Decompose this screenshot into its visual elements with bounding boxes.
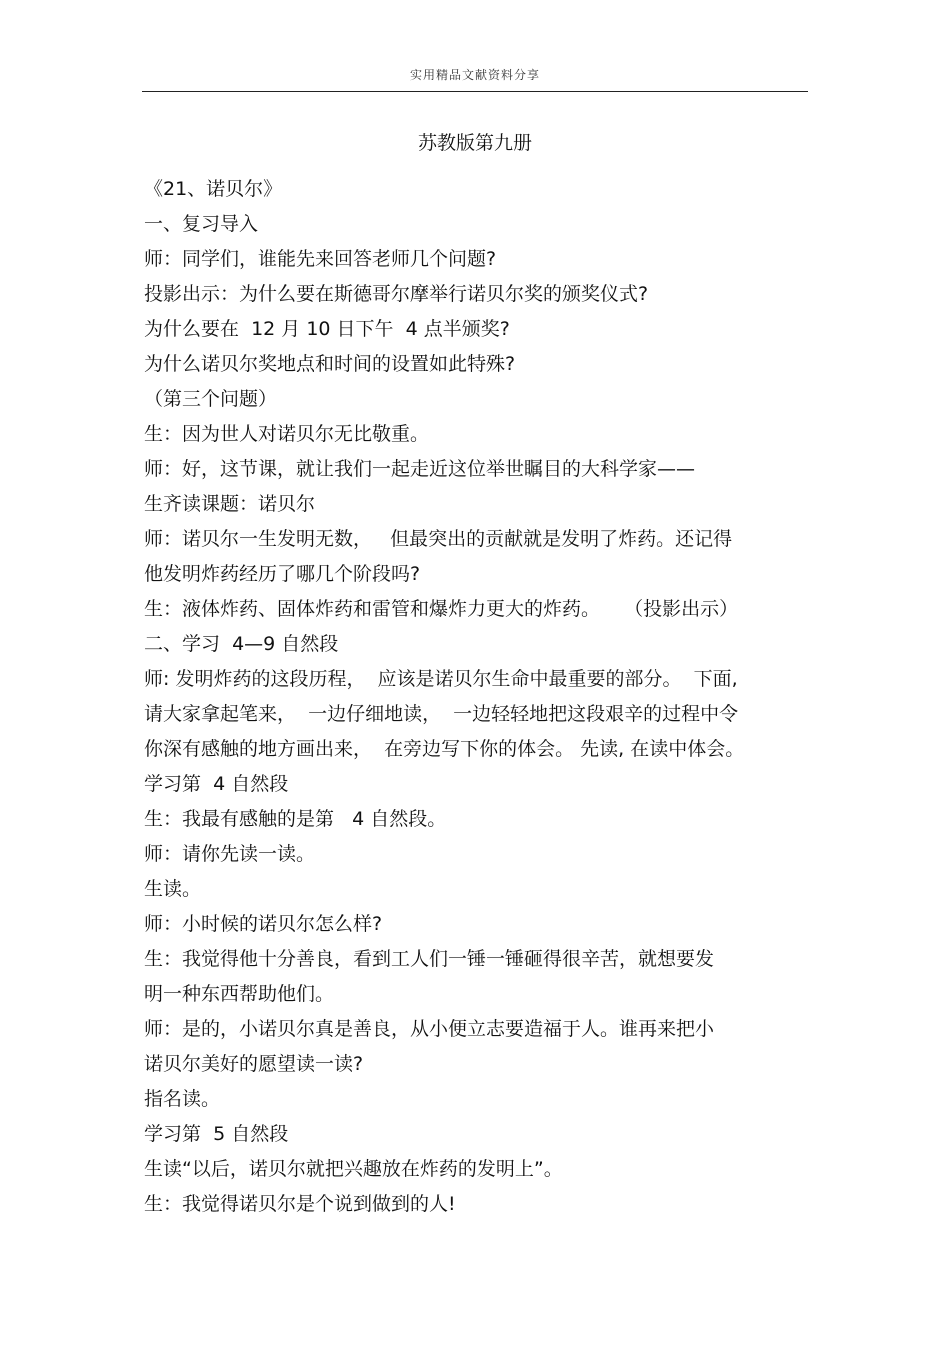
page-header: 实用精品文献资料分享 (409, 68, 540, 82)
text-line-12: 他发明炸药经历了哪几个阶段吗? (144, 563, 421, 585)
text-line-9: 师：好，这节课，就让我们一起走近这位举世瞩目的大科学家—— (144, 458, 696, 480)
text-line-3: 师：同学们，谁能先来回答老师几个问题? (144, 248, 497, 270)
text-line-22: 师：小时候的诺贝尔怎么样? (144, 913, 383, 935)
text-line-15: 师: 发明炸药的这段历程， 应该是诺贝尔生命中最重要的部分。 下面, (144, 668, 738, 690)
header-rule (142, 91, 808, 92)
text-line-23: 生：我觉得他十分善良，看到工人们一锤一锤砸得很辛苦，就想要发 (144, 948, 715, 970)
text-line-11: 师：诺贝尔一生发明无数， 但最突出的贡献就是发明了炸药。还记得 (144, 528, 733, 550)
text-line-25: 师：是的，小诺贝尔真是善良，从小便立志要造福于人。谁再来把小 (144, 1018, 715, 1040)
text-line-30: 生：我觉得诺贝尔是个说到做到的人! (144, 1193, 456, 1215)
document-title: 苏教版第九册 (417, 132, 532, 154)
text-line-28: 学习第 5 自然段 (144, 1123, 289, 1145)
text-line-20: 师：请你先读一读。 (144, 843, 316, 865)
text-line-26: 诺贝尔美好的愿望读一读? (144, 1053, 364, 1075)
text-line-29: 生读“以后，诺贝尔就把兴趣放在炸药的发明上”。 (144, 1158, 563, 1180)
text-line-27: 指名读。 (144, 1088, 221, 1110)
text-line-21: 生读。 (144, 878, 202, 900)
text-line-13: 生：液体炸药、固体炸药和雷管和爆炸力更大的炸药。 （投影出示） (144, 598, 739, 620)
text-line-10: 生齐读课题：诺贝尔 (144, 493, 316, 515)
text-line-4: 投影出示：为什么要在斯德哥尔摩举行诺贝尔奖的颁奖仪式? (144, 283, 649, 305)
text-line-19: 生：我最有感触的是第 4 自然段。 (144, 808, 447, 830)
text-line-6: 为什么诺贝尔奖地点和时间的设置如此特殊? (144, 353, 516, 375)
text-line-1: 《21、诺贝尔》 (144, 178, 283, 200)
text-line-7: （第三个问题） (144, 388, 278, 410)
text-line-5: 为什么要在 12 月 10 日下午 4 点半颁奖? (144, 318, 510, 340)
text-line-8: 生：因为世人对诺贝尔无比敬重。 (144, 423, 430, 445)
document-body (144, 172, 804, 1222)
text-line-17: 你深有感触的地方画出来， 在旁边写下你的体会。 先读, 在读中体会。 (144, 738, 745, 760)
text-line-2: 一、复习导入 (144, 213, 259, 235)
text-line-14: 二、学习 4—9 自然段 (144, 633, 339, 655)
text-line-24: 明一种东西帮助他们。 (144, 983, 335, 1005)
text-line-16: 请大家拿起笔来， 一边仔细地读， 一边轻轻地把这段艰辛的过程中令 (144, 703, 739, 725)
text-line-18: 学习第 4 自然段 (144, 773, 289, 795)
